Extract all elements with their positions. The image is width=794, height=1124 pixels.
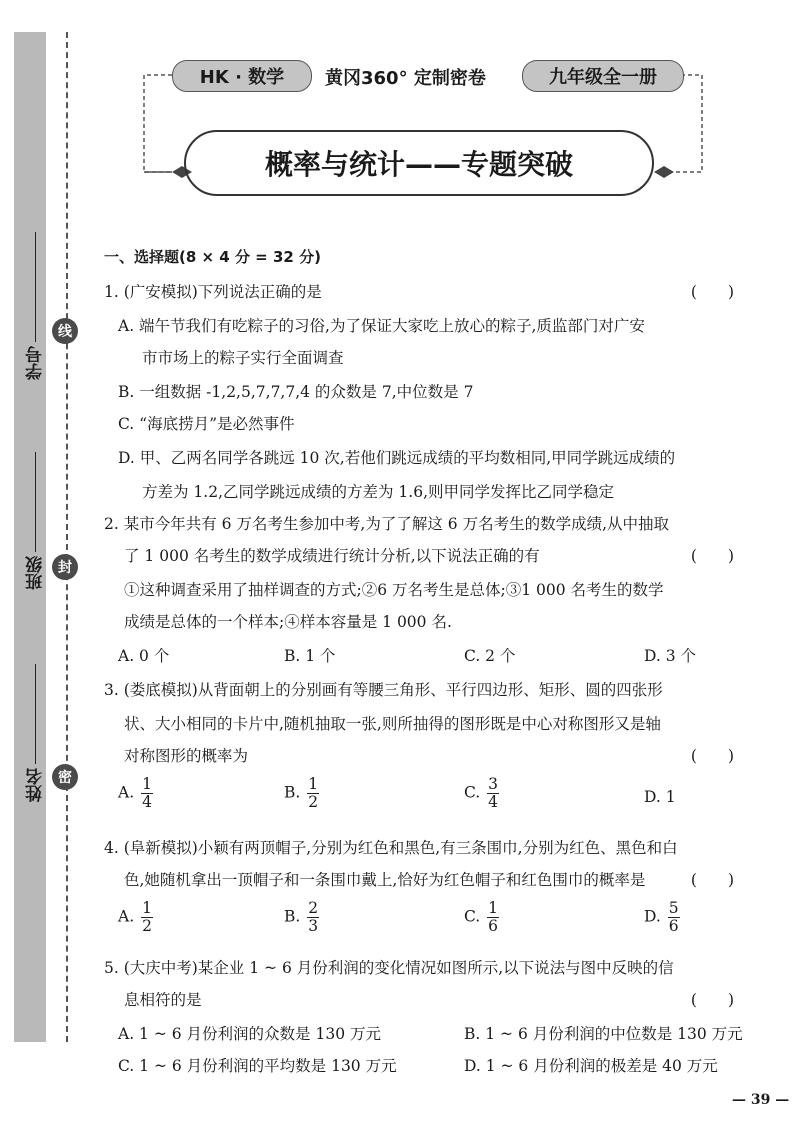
q1-option-b: B. 一组数据 -1,2,5,7,7,7,4 的众数是 7,中位数是 7 xyxy=(118,383,474,401)
q5-option-a: A. 1 ~ 6 月份利润的众数是 130 万元 xyxy=(118,1025,381,1043)
q5-option-d: D. 1 ~ 6 月份利润的极差是 40 万元 xyxy=(464,1057,718,1075)
class-field[interactable] xyxy=(20,452,50,590)
seal-mark-xian: 线 xyxy=(52,318,78,344)
q5-option-c: C. 1 ~ 6 月份利润的平均数是 130 万元 xyxy=(118,1057,397,1075)
page-number: — 39 — xyxy=(732,1092,790,1108)
class-line xyxy=(35,452,36,552)
student-id-label: 学号 xyxy=(25,346,46,380)
q2-line2: 了 1 000 名考生的数学成绩进行统计分析,以下说法正确的有 xyxy=(124,547,540,565)
page-title: 概率与统计——专题突破 xyxy=(184,130,654,196)
q5-option-b: B. 1 ~ 6 月份利润的中位数是 130 万元 xyxy=(464,1025,743,1043)
q4-line1: 4. (阜新模拟)小颖有两顶帽子,分别为红色和黑色,有三条围巾,分别为红色、黑色和白 xyxy=(104,839,678,857)
q3-line2: 状、大小相同的卡片中,随机抽取一张,则所抽得的图形既是中心对称图形又是轴 xyxy=(124,715,661,733)
fraction-numerator: 1 xyxy=(142,775,152,793)
q4-option-a-fraction xyxy=(141,900,153,935)
q4-option-a-label: A. xyxy=(118,907,135,926)
q2-line4: 成绩是总体的一个样本;④样本容量是 1 000 名. xyxy=(124,613,452,631)
brand-title: 黄冈360° 定制密卷 xyxy=(325,68,486,89)
q5-line2: 息相符的是 xyxy=(124,991,202,1009)
q1-option-c: C. “海底捞月”是必然事件 xyxy=(118,415,295,433)
q4-option-d-label: D. xyxy=(644,907,661,926)
q1-option-a-line2: 市市场上的粽子实行全面调查 xyxy=(142,349,344,367)
fraction-denominator: 6 xyxy=(668,917,679,936)
q4-option-d xyxy=(644,900,680,935)
q3-answer-blank[interactable]: ( ) xyxy=(690,747,734,765)
fraction-numerator: 1 xyxy=(308,775,319,793)
fraction-numerator: 1 xyxy=(142,899,152,917)
fraction-denominator: 2 xyxy=(142,917,152,936)
q3-option-b-label: B. xyxy=(284,783,301,802)
q4-option-c xyxy=(464,900,499,935)
student-id-field[interactable] xyxy=(20,232,50,380)
seal-mark-mi: 密 xyxy=(52,764,78,790)
fraction-numerator: 5 xyxy=(668,899,679,917)
q5-answer-blank[interactable]: ( ) xyxy=(690,991,734,1009)
class-label: 班级 xyxy=(25,556,46,590)
seal-mark-feng: 封 xyxy=(52,554,78,580)
subject-badge: HK · 数学 xyxy=(172,60,312,92)
fraction-numerator: 2 xyxy=(308,899,319,917)
name-line xyxy=(35,664,36,764)
q2-line3: ①这种调查采用了抽样调查的方式;②6 万名考生是总体;③1 000 名考生的数学 xyxy=(124,581,664,599)
q1-option-d-line1: D. 甲、乙两名同学各跳远 10 次,若他们跳远成绩的平均数相同,甲同学跳远成绩的 xyxy=(118,449,676,467)
q2-option-d: D. 3 个 xyxy=(644,647,697,665)
q1-answer-blank[interactable]: ( ) xyxy=(690,283,734,301)
q2-option-a: A. 0 个 xyxy=(118,647,170,665)
q3-option-b-fraction xyxy=(307,776,319,811)
q1-option-a-line1: A. 端午节我们有吃粽子的习俗,为了保证大家吃上放心的粽子,质监部门对广安 xyxy=(118,317,645,335)
q2-option-c: C. 2 个 xyxy=(464,647,516,665)
fraction-denominator: 2 xyxy=(308,793,319,812)
q4-option-c-label: C. xyxy=(464,907,481,926)
fraction-numerator: 1 xyxy=(488,899,499,917)
q3-option-a-fraction xyxy=(141,776,153,811)
q3-option-a xyxy=(118,776,153,811)
q3-line3: 对称图形的概率为 xyxy=(124,747,249,765)
q4-answer-blank[interactable]: ( ) xyxy=(690,871,734,889)
q2-option-b: B. 1 个 xyxy=(284,647,336,665)
q4-option-b-label: B. xyxy=(284,907,301,926)
grade-badge: 九年级全一册 xyxy=(522,60,684,92)
name-label: 姓名 xyxy=(25,768,46,802)
fraction-numerator: 3 xyxy=(488,775,499,793)
q4-option-d-fraction xyxy=(668,900,680,935)
q1-stem: 1. (广安模拟)下列说法正确的是 xyxy=(104,283,322,301)
q3-option-d: D. 1 xyxy=(644,788,676,806)
q4-option-c-fraction xyxy=(487,900,499,935)
q4-option-a xyxy=(118,900,153,935)
fraction-denominator: 4 xyxy=(142,793,152,812)
q4-option-b xyxy=(284,900,319,935)
q4-line2: 色,她随机拿出一顶帽子和一条围巾戴上,恰好为红色帽子和红色围巾的概率是 xyxy=(124,871,646,889)
q4-option-b-fraction xyxy=(307,900,319,935)
q3-option-c-fraction xyxy=(487,776,499,811)
fraction-denominator: 3 xyxy=(308,917,319,936)
fraction-denominator: 4 xyxy=(488,793,499,812)
q3-line1: 3. (娄底模拟)从背面朝上的分别画有等腰三角形、平行四边形、矩形、圆的四张形 xyxy=(104,681,663,699)
fraction-denominator: 6 xyxy=(488,917,499,936)
student-id-line xyxy=(35,232,36,342)
section-heading: 一、选择题(8 × 4 分 = 32 分) xyxy=(104,248,321,266)
q3-option-b xyxy=(284,776,319,811)
q3-option-c-label: C. xyxy=(464,783,481,802)
q3-option-c xyxy=(464,776,499,811)
q3-option-a-label: A. xyxy=(118,783,135,802)
q1-option-d-line2: 方差为 1.2,乙同学跳远成绩的方差为 1.6,则甲同学发挥比乙同学稳定 xyxy=(142,483,615,501)
q2-answer-blank[interactable]: ( ) xyxy=(690,547,734,565)
q2-line1: 2. 某市今年共有 6 万名考生参加中考,为了了解这 6 万名考生的数学成绩,从中抽取 xyxy=(104,515,670,533)
q5-line1: 5. (大庆中考)某企业 1 ~ 6 月份利润的变化情况如图所示,以下说法与图中反映的信 xyxy=(104,959,674,977)
name-field[interactable] xyxy=(20,664,50,802)
binding-dashed-line xyxy=(66,32,68,1042)
